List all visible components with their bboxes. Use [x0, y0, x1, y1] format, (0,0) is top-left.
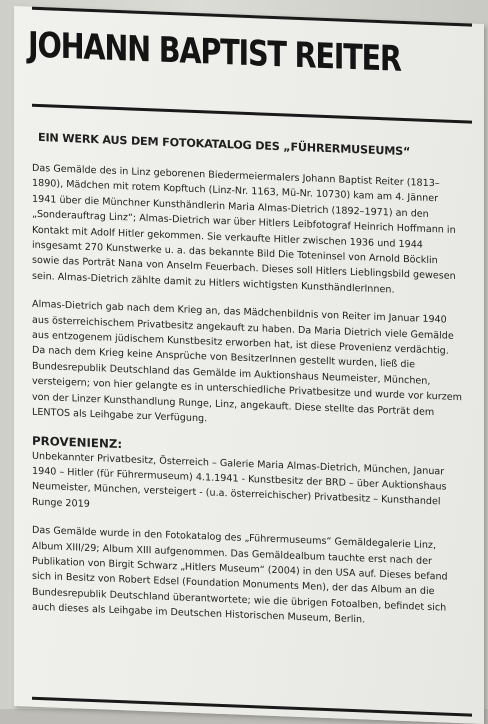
bottom-rule — [32, 697, 472, 717]
paragraph-history: Das Gemälde des in Linz geborenen Biedermeiermalers Johann Baptist Reiter (1813–1890), Mädchen mit rotem Kopftuch (Linz-Nr. 1163, Mü-Nr. 10730) kam am 4. Jänner 1941 über die Münchner Kunsthändlerin Maria Almas-Dietrich (1892–1971) an den „Sonderauftrag Linz“; Almas-Dietrich war über Hitlers Leibfotograf Heinrich Hoffmann in Kontakt mit Adolf Hitler gekommen. Sie verkaufte Hitler zwischen 1936 und 1944 insgesamt 270 Kunstwerke u. a. das bekannte Bild Die Toteninsel von Arnold Böcklin sowie das Porträt Nana von Anselm Feuerbach. Dieses soll Hitlers Lieblingsbild gewesen sein. Almas-Dietrich zählte damit zu Hitlers wichtigsten KunsthändlerInnen. — [32, 162, 456, 296]
provenance-heading: PROVENIENZ: — [32, 433, 123, 451]
exhibition-placard — [14, 6, 484, 724]
placard-title: JOHANN BAPTIST REITER — [28, 25, 401, 80]
placard-subtitle: EIN WERK AUS DEM FOTOKATALOG DES „FÜHRERMUSEUMS“ — [38, 130, 411, 159]
title-rule — [32, 104, 472, 124]
placard-body — [32, 131, 464, 645]
paragraph-photo-catalog: Das Gemälde wurde in den Fotokatalog des „Führermuseums“ Gemäldegalerie Linz, Album XIII/29; Album XIII aufgenommen. Das Gemäldealbum tauchte erst nach der Publikation von Birgit Schwarz „Hitlers Museum“ (2004) in den USA auf. Dieses befand sich in Besitz von Robert Edsel (Foundation Monuments Men), der das Album an die Bundesrepublik Deutschland überantwortete; wie die übrigen Fotoalben, befindet sich auch dieses als Leihgabe im Deutschen Historischen Museum, Berlin. — [32, 524, 448, 626]
paragraph-postwar: Almas-Dietrich gab nach dem Krieg an, das Mädchenbildnis von Reiter im Januar 1940 aus österreichischem Privatbesitz angekauft zu haben. Da Maria Dietrich viele Gemälde aus entzogenem jüdischem Kunstbesitz erworben hat, ist diese Provenienz verdächtig. Da nach dem Krieg keine Ansprüche von BesitzerInnen gestellt wurden, ließ die Bundesrepublik Deutschland das Gemälde im Auktionshaus Neumeister, München, versteigern; von hier gelangte es in unterschiedliche Privatbesitze und wurde vor kurzem von der Linzer Kunsthandlung Runge, Linz, angekauft. Diese stellte das Porträt dem LENTOS als Leihgabe zur Verfügung. — [32, 298, 462, 425]
provenance-text: Unbekannter Privatbesitz, Österreich – Galerie Maria Almas-Dietrich, München, Januar 1940 – Hitler (für Führermuseum) 4.1.1941 - Kunstbesitz der BRD – über Auktionshaus Neumeister, München, versteigert - (u.a. österreichischer) Privatbesitz – Kunsthandel Runge 2019 — [32, 450, 447, 510]
